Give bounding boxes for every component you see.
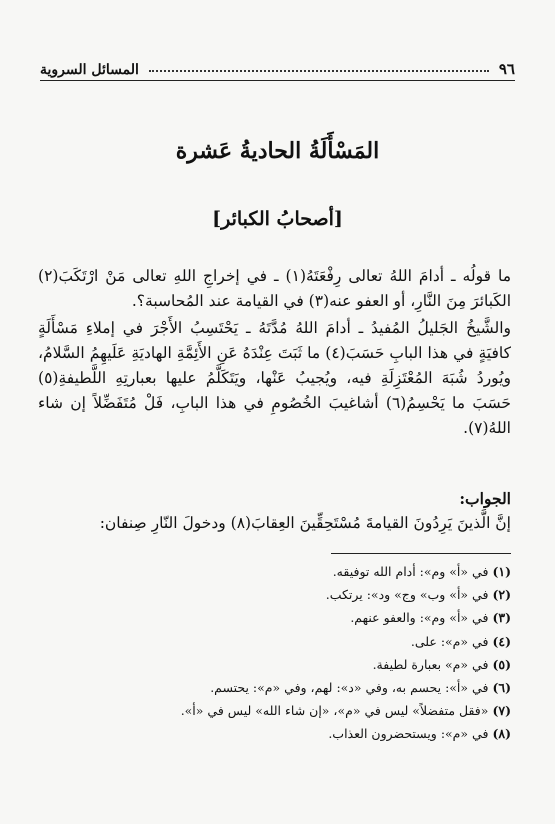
footnote-text: في «أ» وم»: والعفو عنهم. [350,610,489,626]
footnote-4 [40,630,511,653]
answer-label: الجواب: [459,489,511,508]
footnote-number: (٤) [492,633,511,649]
footnote-1 [40,560,511,583]
footnote-number: (٧) [492,703,511,719]
question-paragraph-1: ما قولُه ـ أدامَ اللهُ تعالى رِفْعَتَهُ(١) ـ في إخراجِ اللهِ تعالى مَنْ ارْتَكَبَ(٢) الكَبائرَ مِنَ النَّارِ، أو العفو عنه(٣) في القيامة عند المُحاسبة؟. [38,267,511,310]
footnote-number: (٦) [492,680,511,696]
question-text [38,264,511,443]
footnote-number: (٨) [492,726,511,742]
footnote-2 [40,583,511,606]
footnote-3 [40,606,511,629]
section-title: [أصحابُ الكبائر] [212,208,343,230]
header-dot-leader [149,70,489,72]
chapter-title: المَسْأَلَةُ الحاديةُ عَشرة [175,138,380,164]
question-paragraph-2: والشَّيخُ الجَليلُ المُفيدُ ـ أدامَ اللهُ مُدَّتَهُ ـ يَحْتَسِبُ الأَجْرَ في إملاءِ مَسْأَلَةٍ كافيَةٍ في هذا البابِ حَسَبَ(٤) ما ثَبَتَ عِنْدَهُ عَنِ الأَئِمَّةِ الهاديَةِ عَلَيهِمُ السَّلامُ، ويُوردُ شُبَهَ المُعْتَزِلَةِ فيه، ويُجيبُ عَنْها، ويَتَكَلَّمُ عليها بعبارتِهِ اللَّطيفةِ(٥) حَسَبَ ما يَحْسِمُ(٦) أشاغيبَ الخُصُومِ في هذا البابِ، فَلْ مُتَفَضِّلاً إن شاء اللهُ(٧). [38,319,511,437]
footnote-text: في «م» بعبارة لطيفة. [372,656,489,672]
footnote-text: في «أ»: يحسم به، وفي «د»: لهم، وفي «م»: يحتسم. [210,680,489,696]
footnote-7 [40,699,511,722]
footnote-number: (١) [492,564,511,579]
answer-text: إنَّ الَّذينَ يَرِدُونَ القيامةَ مُسْتَحِقِّينَ العِقابَ(٨) ودخولَ النّارِ صِنفان: [99,514,511,532]
footnote-number: (٢) [492,587,511,603]
footnote-number: (٣) [492,610,511,626]
footnote-8 [40,722,511,745]
footnote-text: في «أ» وب» وج» ود»: يرتكب. [325,587,489,603]
footnote-text: في «م»: ويستحضرون العذاب. [328,726,489,742]
footnote-number: (٥) [492,656,511,672]
page-number: ٩٦ [498,60,515,78]
footnotes [40,560,511,746]
footnote-text: في «أ» وم»: أدام الله توفيقه. [332,564,489,579]
running-header [40,52,515,81]
answer-block [38,486,511,536]
footnote-text: «فقل متفضلاً» ليس في «م»، «إن شاء الله» ليس في «أ». [180,703,489,719]
footnote-5 [40,653,511,676]
footnote-text: في «م»: على. [410,633,489,649]
footnote-divider [331,553,511,554]
running-title: المسائل السروية [40,62,139,78]
footnote-6 [40,676,511,699]
